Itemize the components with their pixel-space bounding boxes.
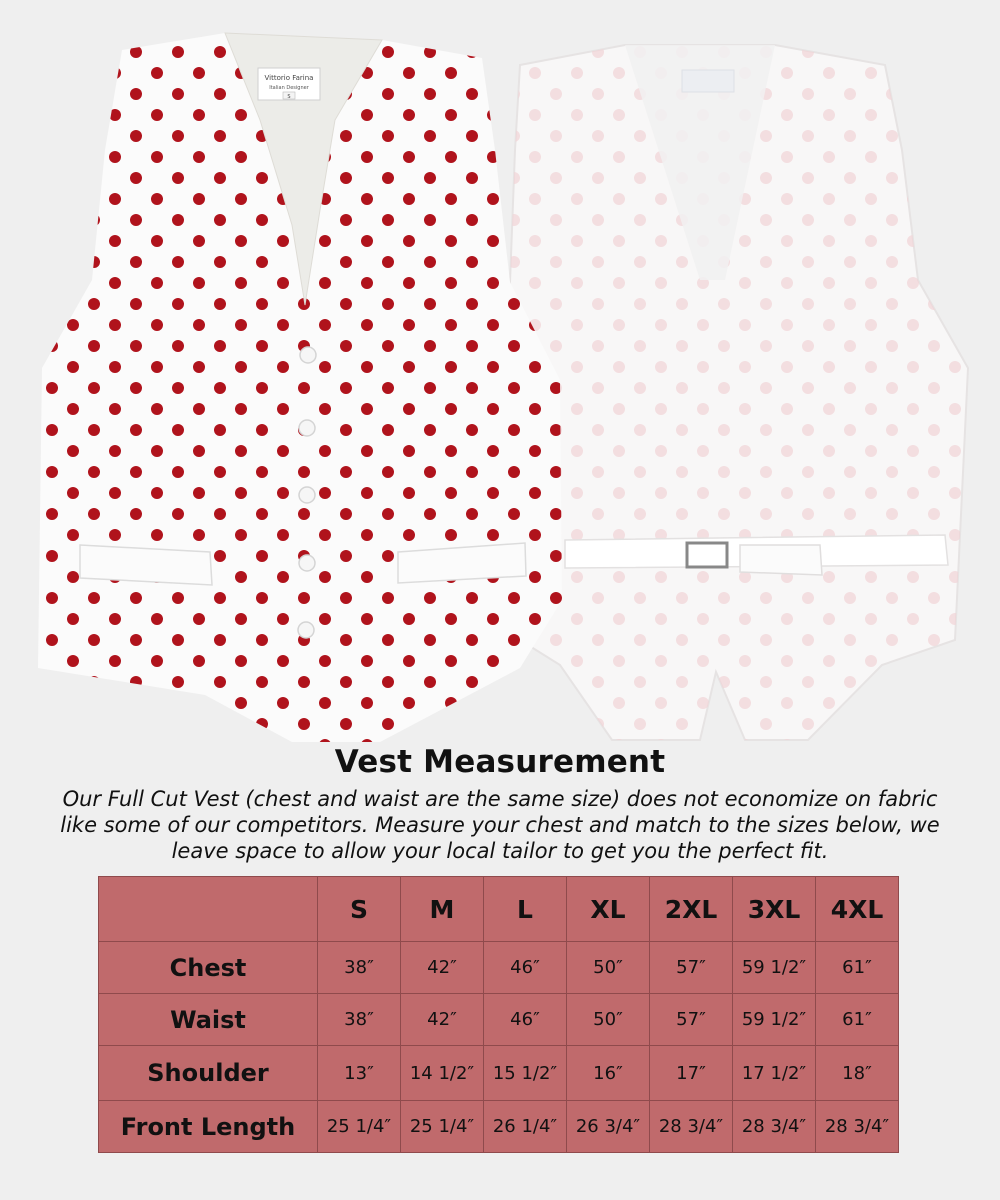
brand-label	[258, 68, 320, 100]
size-header: S	[318, 877, 401, 942]
size-header: 4XL	[816, 877, 899, 942]
description-line: Our Full Cut Vest (chest and waist are the same size) does not economize on fabric	[62, 787, 938, 811]
table-cell: 14 1/2″	[401, 1046, 484, 1101]
table-cell: 46″	[484, 942, 567, 994]
size-chart-table	[98, 876, 899, 1153]
brand-label-name: Vittorio Farina	[264, 74, 314, 82]
description	[40, 786, 960, 864]
table-cell: 38″	[318, 994, 401, 1046]
table-cell: 59 1/2″	[733, 994, 816, 1046]
table-cell: 50″	[567, 942, 650, 994]
table-row	[99, 1046, 899, 1101]
table-cell: 28 3/4″	[650, 1101, 733, 1153]
table-cell: 25 1/4″	[318, 1101, 401, 1153]
table-cell: 17 1/2″	[733, 1046, 816, 1101]
table-cell: 46″	[484, 994, 567, 1046]
row-label: Shoulder	[99, 1046, 318, 1101]
table-row	[99, 942, 899, 994]
size-header: 2XL	[650, 877, 733, 942]
table-cell: 26 3/4″	[567, 1101, 650, 1153]
size-header: XL	[567, 877, 650, 942]
page-title: Vest Measurement	[334, 744, 666, 780]
table-cell: 26 1/4″	[484, 1101, 567, 1153]
row-label: Chest	[99, 942, 318, 994]
corner-cell	[99, 877, 318, 942]
vest-back	[510, 45, 968, 740]
table-cell: 28 3/4″	[733, 1101, 816, 1153]
table-cell: 38″	[318, 942, 401, 994]
size-header-row	[99, 877, 899, 942]
table-cell: 59 1/2″	[733, 942, 816, 994]
vest-front	[0, 0, 600, 750]
size-header: 3XL	[733, 877, 816, 942]
table-cell: 13″	[318, 1046, 401, 1101]
description-line: leave space to allow your local tailor to get you the perfect fit.	[171, 839, 829, 863]
table-cell: 15 1/2″	[484, 1046, 567, 1101]
table-cell: 57″	[650, 994, 733, 1046]
table-cell: 16″	[567, 1046, 650, 1101]
table-cell: 57″	[650, 942, 733, 994]
row-label: Waist	[99, 994, 318, 1046]
table-cell: 42″	[401, 942, 484, 994]
row-label: Front Length	[99, 1101, 318, 1153]
table-row	[99, 994, 899, 1046]
table-cell: 28 3/4″	[816, 1101, 899, 1153]
size-header: M	[401, 877, 484, 942]
brand-label-tagline: Italian Designer	[269, 85, 309, 91]
table-cell: 61″	[816, 994, 899, 1046]
table-cell: 25 1/4″	[401, 1101, 484, 1153]
table-cell: 42″	[401, 994, 484, 1046]
brand-label-size: S	[287, 94, 291, 100]
table-cell: 61″	[816, 942, 899, 994]
table-cell: 17″	[650, 1046, 733, 1101]
size-header: L	[484, 877, 567, 942]
table-row	[99, 1101, 899, 1153]
table-cell: 18″	[816, 1046, 899, 1101]
table-cell: 50″	[567, 994, 650, 1046]
description-line: like some of our competitors. Measure your chest and match to the sizes below, we	[60, 813, 940, 837]
